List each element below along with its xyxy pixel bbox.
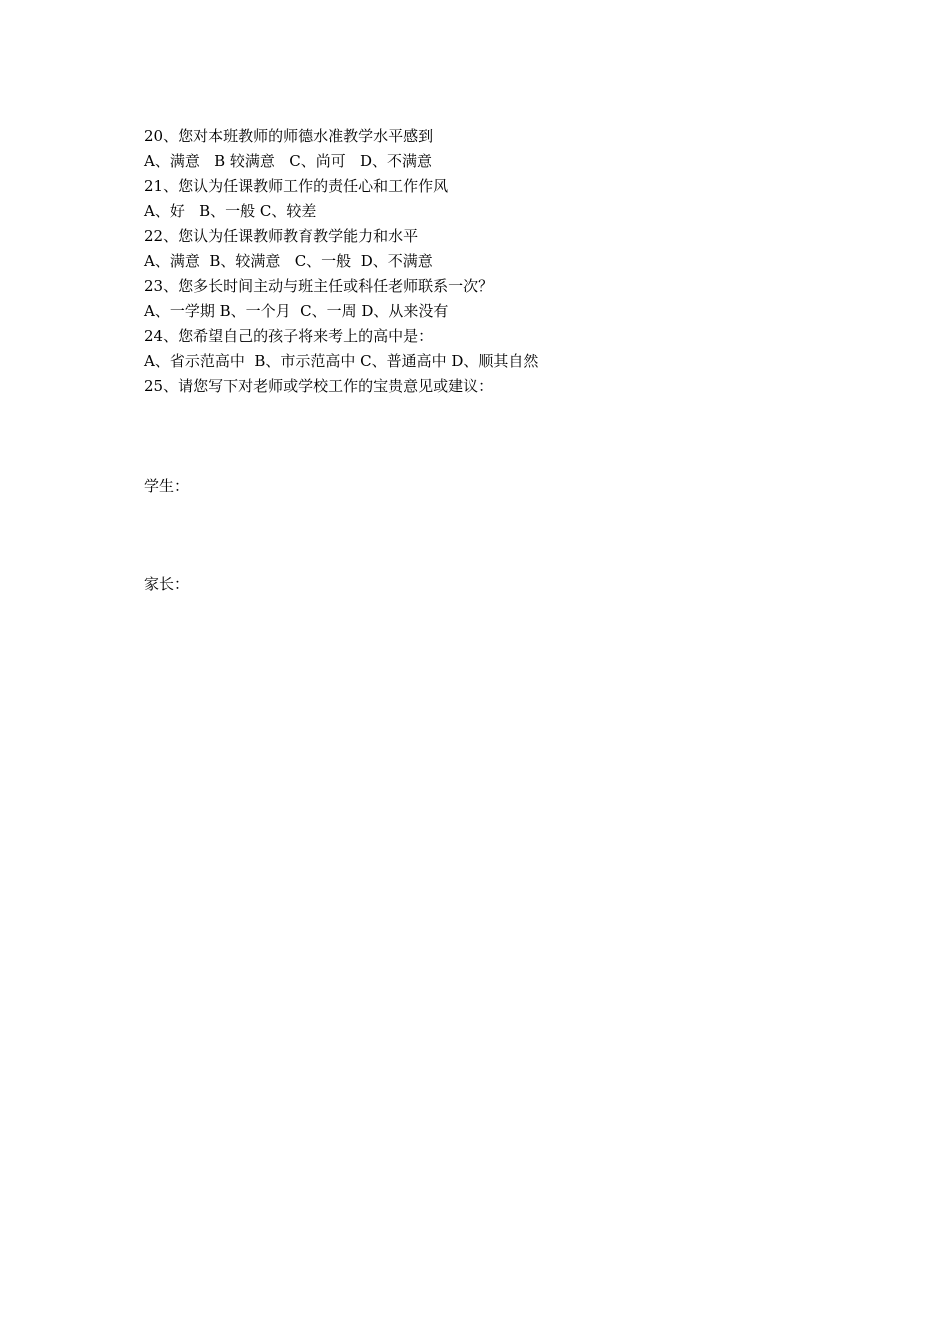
questionnaire-body (144, 124, 804, 399)
question-20: 20、您对本班教师的师德水准教学水平感到 (144, 127, 434, 145)
question-22: 22、您认为任课教师教育教学能力和水平 (144, 227, 419, 245)
question-24: 24、您希望自己的孩子将来考上的高中是： (144, 327, 434, 345)
question-23: 23、您多长时间主动与班主任或科任老师联系一次？ (144, 277, 494, 295)
student-signature-label: 学生： (144, 477, 190, 495)
question-21-options: A、好 B、一般 C、较差 (144, 202, 317, 220)
question-24-options: A、省示范高中 B、市示范高中 C、普通高中 D、顺其自然 (144, 352, 539, 370)
question-23-options: A、一学期 B、一个月 C、一周 D、从来没有 (144, 302, 449, 320)
question-20-options: A、满意 B 较满意 C、尚可 D、不满意 (144, 152, 433, 170)
parent-signature-label: 家长： (144, 575, 190, 593)
question-22-options: A、满意 B、较满意 C、一般 D、不满意 (144, 252, 433, 270)
question-25: 25、请您写下对老师或学校工作的宝贵意见或建议： (144, 377, 494, 395)
question-21: 21、您认为任课教师工作的责任心和工作作风 (144, 177, 449, 195)
